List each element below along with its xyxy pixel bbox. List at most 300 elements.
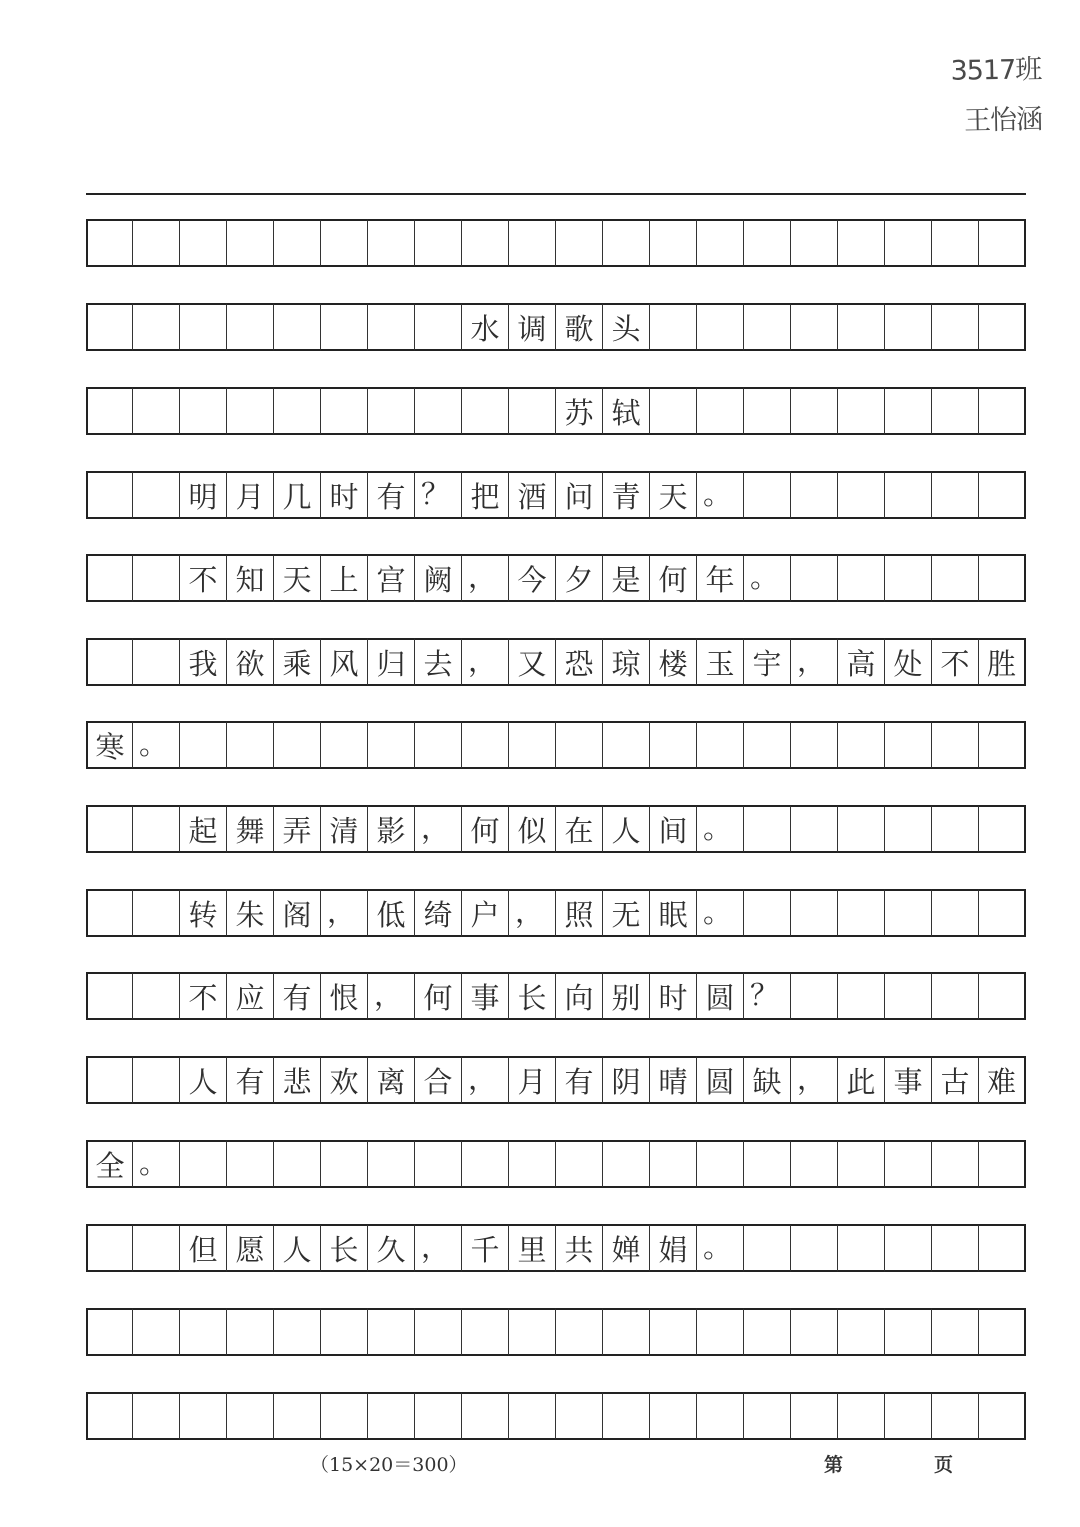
grid-cell: 寒	[86, 721, 133, 769]
grid-cell	[885, 972, 932, 1020]
grid-cell	[180, 303, 227, 351]
grid-cell	[791, 889, 838, 937]
grid-cell	[838, 805, 885, 853]
grid-cell	[462, 1308, 509, 1356]
grid-cell	[180, 1392, 227, 1440]
page-footer	[0, 1446, 1080, 1476]
grid-cell: 在	[556, 805, 603, 853]
grid-cell	[368, 387, 415, 435]
grid-cell: 户	[462, 889, 509, 937]
grid-cell: ，	[509, 889, 556, 937]
grid-cell: 楼	[650, 638, 697, 686]
grid-cell	[462, 1392, 509, 1440]
grid-cell	[368, 1308, 415, 1356]
grid-cell: ，	[791, 1056, 838, 1104]
grid-cell	[744, 721, 791, 769]
grid-cell	[274, 721, 321, 769]
grid-cell	[274, 1140, 321, 1188]
grid-cell	[838, 1140, 885, 1188]
grid-cell	[744, 471, 791, 519]
grid-cell	[133, 805, 180, 853]
grid-cell: ，	[462, 1056, 509, 1104]
grid-cell: 缺	[744, 1056, 791, 1104]
grid-row	[86, 805, 1026, 853]
grid-cell: 又	[509, 638, 556, 686]
grid-cell: 里	[509, 1224, 556, 1272]
grid-cell	[321, 219, 368, 267]
grid-cell: 年	[697, 554, 744, 602]
grid-cell	[744, 1392, 791, 1440]
grid-cell: 天	[274, 554, 321, 602]
grid-cell	[180, 219, 227, 267]
grid-cell: 天	[650, 471, 697, 519]
grid-row	[86, 554, 1026, 602]
grid-cell: 有	[368, 471, 415, 519]
grid-cell: 夕	[556, 554, 603, 602]
grid-cell: 归	[368, 638, 415, 686]
grid-cell	[885, 303, 932, 351]
grid-cell	[368, 1140, 415, 1188]
grid-cell	[86, 471, 133, 519]
grid-cell: 阴	[603, 1056, 650, 1104]
grid-cell	[86, 1056, 133, 1104]
grid-cell: 高	[838, 638, 885, 686]
grid-cell	[321, 1140, 368, 1188]
grid-cell	[697, 1392, 744, 1440]
grid-cell: 月	[227, 471, 274, 519]
grid-cell	[133, 219, 180, 267]
grid-cell: 不	[180, 972, 227, 1020]
grid-cell	[86, 638, 133, 686]
grid-cell: 欲	[227, 638, 274, 686]
grid-cell	[415, 1308, 462, 1356]
grid-cell	[932, 387, 979, 435]
grid-cell	[274, 219, 321, 267]
grid-cell	[321, 1392, 368, 1440]
grid-cell	[979, 303, 1026, 351]
grid-cell	[274, 1392, 321, 1440]
grid-cell	[86, 1224, 133, 1272]
grid-cell	[744, 805, 791, 853]
grid-cell	[650, 1392, 697, 1440]
handwritten-class-and-name	[950, 45, 1042, 147]
grid-cell: 人	[180, 1056, 227, 1104]
grid-cell	[838, 1392, 885, 1440]
grid-cell	[133, 387, 180, 435]
grid-cell	[932, 1140, 979, 1188]
grid-cell	[932, 1392, 979, 1440]
grid-cell	[415, 219, 462, 267]
grid-cell	[227, 387, 274, 435]
grid-cell	[368, 1392, 415, 1440]
grid-cell: 别	[603, 972, 650, 1020]
grid-cell	[791, 219, 838, 267]
grid-row	[86, 638, 1026, 686]
grid-cell: 转	[180, 889, 227, 937]
grid-cell	[979, 219, 1026, 267]
grid-cell: ，	[321, 889, 368, 937]
grid-cell	[979, 721, 1026, 769]
grid-cell	[650, 303, 697, 351]
grid-cell	[791, 721, 838, 769]
grid-cell	[86, 1392, 133, 1440]
grid-cell	[838, 387, 885, 435]
grid-cell: ，	[791, 638, 838, 686]
top-rule-line	[86, 193, 1026, 195]
grid-cell	[274, 303, 321, 351]
grid-cell	[838, 303, 885, 351]
grid-cell: 阁	[274, 889, 321, 937]
grid-cell	[227, 1308, 274, 1356]
grid-cell	[227, 1140, 274, 1188]
class-line: 3517班	[950, 54, 1042, 87]
grid-cell	[791, 1140, 838, 1188]
grid-cell: ，	[368, 972, 415, 1020]
grid-cell	[368, 721, 415, 769]
grid-cell: 琼	[603, 638, 650, 686]
grid-cell	[86, 303, 133, 351]
grid-cell	[321, 387, 368, 435]
grid-cell	[509, 721, 556, 769]
grid-cell	[603, 1392, 650, 1440]
grid-cell: 事	[462, 972, 509, 1020]
grid-cell	[885, 387, 932, 435]
grid-cell: 似	[509, 805, 556, 853]
grid-cell: 晴	[650, 1056, 697, 1104]
grid-cell	[791, 554, 838, 602]
grid-cell: 此	[838, 1056, 885, 1104]
grid-cell	[885, 1392, 932, 1440]
grid-cell	[979, 1392, 1026, 1440]
grid-cell	[133, 972, 180, 1020]
grid-cell: 几	[274, 471, 321, 519]
grid-cell	[885, 219, 932, 267]
grid-cell	[462, 721, 509, 769]
grid-cell: 轼	[603, 387, 650, 435]
grid-cell	[86, 805, 133, 853]
grid-cell: 古	[932, 1056, 979, 1104]
grid-cell	[932, 471, 979, 519]
grid-cell: 久	[368, 1224, 415, 1272]
grid-cell: 向	[556, 972, 603, 1020]
grid-cell: 有	[556, 1056, 603, 1104]
grid-cell: 悲	[274, 1056, 321, 1104]
grid-cell	[415, 303, 462, 351]
grid-cell	[321, 721, 368, 769]
grid-cell	[133, 471, 180, 519]
grid-cell	[86, 1308, 133, 1356]
grid-cell: 离	[368, 1056, 415, 1104]
grid-cell	[838, 219, 885, 267]
grid-cell: 把	[462, 471, 509, 519]
grid-cell	[274, 1308, 321, 1356]
grid-cell: 歌	[556, 303, 603, 351]
grid-cell: 弄	[274, 805, 321, 853]
grid-cell	[133, 1056, 180, 1104]
grid-cell	[556, 219, 603, 267]
grid-cell	[321, 303, 368, 351]
grid-cell: 低	[368, 889, 415, 937]
grid-cell: 是	[603, 554, 650, 602]
grid-cell: 上	[321, 554, 368, 602]
grid-cell	[885, 889, 932, 937]
grid-cell: ？	[744, 972, 791, 1020]
grid-cell: 。	[133, 721, 180, 769]
grid-row	[86, 387, 1026, 435]
grid-row	[86, 972, 1026, 1020]
grid-cell	[838, 1224, 885, 1272]
grid-cell	[650, 1140, 697, 1188]
grid-cell	[791, 471, 838, 519]
page-label-ye: 页	[934, 1454, 954, 1476]
page-label-di: 第	[824, 1454, 844, 1476]
grid-cell: 影	[368, 805, 415, 853]
grid-cell	[932, 1224, 979, 1272]
grid-cell: 长	[509, 972, 556, 1020]
grid-cell: 。	[697, 471, 744, 519]
grid-cell	[979, 1224, 1026, 1272]
grid-cell	[885, 805, 932, 853]
grid-cell: ，	[462, 638, 509, 686]
grid-cell: 水	[462, 303, 509, 351]
grid-cell	[133, 889, 180, 937]
grid-cell: 人	[274, 1224, 321, 1272]
grid-cell: 胜	[979, 638, 1026, 686]
grid-cell: 起	[180, 805, 227, 853]
grid-cell: 人	[603, 805, 650, 853]
grid-cell	[556, 1140, 603, 1188]
grid-cell	[462, 219, 509, 267]
grid-cell	[979, 554, 1026, 602]
grid-cell	[838, 889, 885, 937]
grid-cell: 全	[86, 1140, 133, 1188]
name-line: 王怡涵	[964, 104, 1043, 137]
grid-cell	[744, 303, 791, 351]
grid-cell	[744, 219, 791, 267]
grid-cell	[86, 219, 133, 267]
grid-cell	[979, 471, 1026, 519]
grid-cell: 难	[979, 1056, 1026, 1104]
grid-cell: 。	[697, 805, 744, 853]
grid-cell	[791, 1308, 838, 1356]
grid-cell: 风	[321, 638, 368, 686]
grid-cell	[979, 387, 1026, 435]
grid-cell	[697, 303, 744, 351]
grid-cell	[697, 387, 744, 435]
grid-cell: 玉	[697, 638, 744, 686]
grid-cell	[838, 554, 885, 602]
grid-cell	[791, 303, 838, 351]
grid-cell	[791, 387, 838, 435]
grid-cell	[885, 1308, 932, 1356]
grid-cell	[932, 1308, 979, 1356]
grid-cell	[86, 554, 133, 602]
grid-cell: 共	[556, 1224, 603, 1272]
grid-cell: 长	[321, 1224, 368, 1272]
grid-cell	[227, 303, 274, 351]
grid-cell	[932, 303, 979, 351]
grid-cell	[838, 471, 885, 519]
grid-row	[86, 721, 1026, 769]
grid-cell: 何	[462, 805, 509, 853]
grid-cell	[791, 1224, 838, 1272]
grid-cell	[86, 972, 133, 1020]
grid-cell	[509, 1308, 556, 1356]
grid-cell: 圆	[697, 972, 744, 1020]
grid-cell	[932, 219, 979, 267]
grid-cell: 明	[180, 471, 227, 519]
grid-cell	[697, 219, 744, 267]
grid-cell	[697, 721, 744, 769]
grid-cell	[133, 1392, 180, 1440]
grid-cell: 处	[885, 638, 932, 686]
grid-cell	[885, 471, 932, 519]
grid-cell	[885, 1140, 932, 1188]
grid-cell	[650, 219, 697, 267]
grid-cell: 何	[415, 972, 462, 1020]
grid-cell: ？	[415, 471, 462, 519]
grid-cell	[509, 219, 556, 267]
grid-cell	[979, 889, 1026, 937]
grid-cell	[180, 387, 227, 435]
grid-row	[86, 219, 1026, 267]
grid-cell: 何	[650, 554, 697, 602]
grid-cell	[415, 387, 462, 435]
grid-cell	[932, 805, 979, 853]
grid-cell	[86, 387, 133, 435]
grid-cell	[509, 1140, 556, 1188]
grid-cell: 月	[509, 1056, 556, 1104]
grid-cell: 间	[650, 805, 697, 853]
grid-cell: 。	[744, 554, 791, 602]
grid-cell: 阙	[415, 554, 462, 602]
grid-cell	[462, 387, 509, 435]
grid-cell	[979, 972, 1026, 1020]
grid-cell	[509, 387, 556, 435]
grid-cell	[415, 1140, 462, 1188]
grid-cell: 无	[603, 889, 650, 937]
grid-cell: 不	[932, 638, 979, 686]
grid-cell: 眠	[650, 889, 697, 937]
grid-cell	[744, 1224, 791, 1272]
grid-cell	[932, 889, 979, 937]
grid-cell	[415, 721, 462, 769]
grid-cell	[227, 721, 274, 769]
grid-cell: 。	[697, 1224, 744, 1272]
grid-cell	[556, 1392, 603, 1440]
grid-cell	[133, 554, 180, 602]
grid-cell: 清	[321, 805, 368, 853]
grid-cell: 愿	[227, 1224, 274, 1272]
grid-cell	[838, 721, 885, 769]
grid-cell: 。	[697, 889, 744, 937]
grid-row	[86, 1056, 1026, 1104]
grid-cell	[791, 972, 838, 1020]
grid-cell	[180, 1140, 227, 1188]
grid-cell	[509, 1392, 556, 1440]
grid-cell: 问	[556, 471, 603, 519]
grid-cell: 去	[415, 638, 462, 686]
grid-cell: 照	[556, 889, 603, 937]
grid-formula: （15×20＝300）	[310, 1454, 468, 1476]
grid-cell: 调	[509, 303, 556, 351]
grid-cell: 时	[321, 471, 368, 519]
grid-cell: 但	[180, 1224, 227, 1272]
grid-cell: 知	[227, 554, 274, 602]
grid-cell	[462, 1140, 509, 1188]
grid-cell	[697, 1140, 744, 1188]
grid-cell: 今	[509, 554, 556, 602]
grid-cell: 酒	[509, 471, 556, 519]
grid-cell	[227, 1392, 274, 1440]
grid-cell: 朱	[227, 889, 274, 937]
grid-cell: 圆	[697, 1056, 744, 1104]
grid-cell	[744, 387, 791, 435]
grid-cell: 。	[133, 1140, 180, 1188]
grid-cell: 苏	[556, 387, 603, 435]
grid-cell: 有	[274, 972, 321, 1020]
grid-cell	[556, 1308, 603, 1356]
grid-cell	[791, 1392, 838, 1440]
grid-cell	[885, 1224, 932, 1272]
grid-cell	[133, 638, 180, 686]
grid-cell: ，	[415, 805, 462, 853]
grid-cell	[744, 1308, 791, 1356]
grid-cell: 婵	[603, 1224, 650, 1272]
grid-cell: 宇	[744, 638, 791, 686]
grid-cell: 恐	[556, 638, 603, 686]
grid-cell: 合	[415, 1056, 462, 1104]
grid-cell: 我	[180, 638, 227, 686]
grid-cell	[650, 387, 697, 435]
grid-cell	[603, 721, 650, 769]
grid-cell	[227, 219, 274, 267]
grid-cell: 恨	[321, 972, 368, 1020]
grid-cell	[274, 387, 321, 435]
grid-cell	[603, 1308, 650, 1356]
grid-cell	[885, 554, 932, 602]
grid-row	[86, 1224, 1026, 1272]
grid-cell: 娟	[650, 1224, 697, 1272]
grid-cell	[744, 1140, 791, 1188]
grid-cell	[932, 721, 979, 769]
grid-cell	[133, 1308, 180, 1356]
grid-cell: 宫	[368, 554, 415, 602]
grid-cell	[650, 721, 697, 769]
grid-cell	[180, 721, 227, 769]
grid-row	[86, 1308, 1026, 1356]
grid-cell	[791, 805, 838, 853]
grid-cell: 时	[650, 972, 697, 1020]
grid-cell: 舞	[227, 805, 274, 853]
grid-row	[86, 1140, 1026, 1188]
grid-cell	[979, 805, 1026, 853]
grid-cell: 乘	[274, 638, 321, 686]
grid-cell: 有	[227, 1056, 274, 1104]
grid-cell: 应	[227, 972, 274, 1020]
grid-row	[86, 303, 1026, 351]
grid-cell: 绮	[415, 889, 462, 937]
grid-cell: 欢	[321, 1056, 368, 1104]
grid-cell	[368, 303, 415, 351]
grid-cell	[885, 721, 932, 769]
grid-cell	[932, 972, 979, 1020]
grid-cell	[838, 1308, 885, 1356]
grid-cell: 头	[603, 303, 650, 351]
grid-row	[86, 1392, 1026, 1440]
grid-cell	[180, 1308, 227, 1356]
grid-cell	[932, 554, 979, 602]
